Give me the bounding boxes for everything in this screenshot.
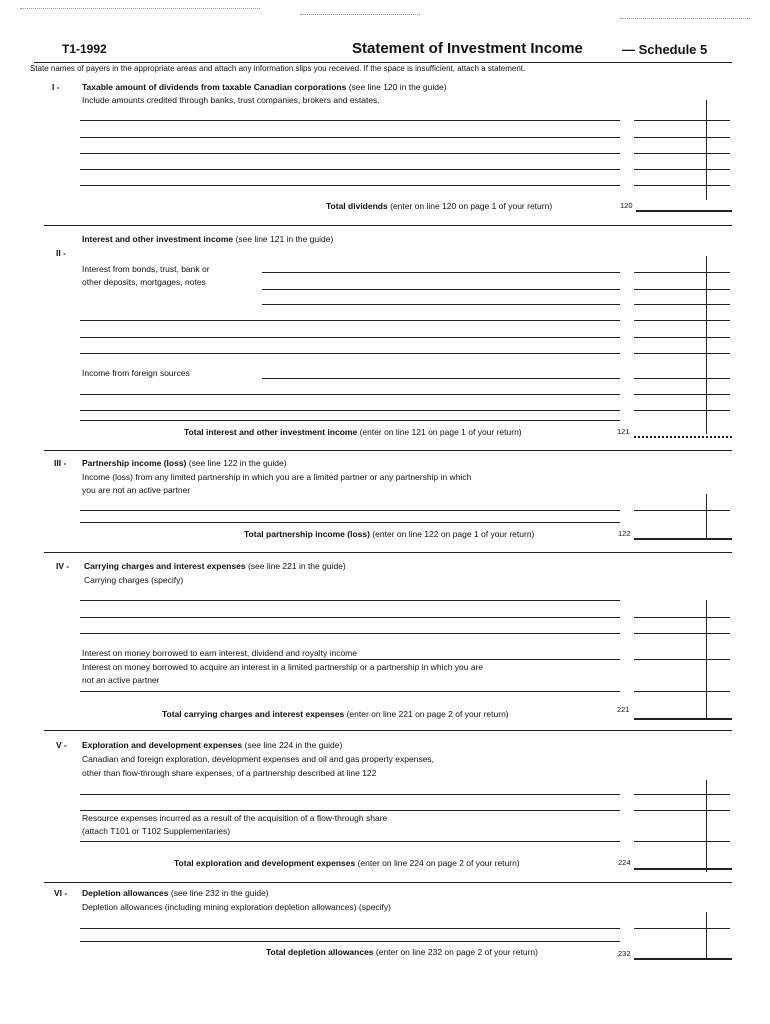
amount-line[interactable] bbox=[634, 137, 730, 138]
section-heading: Taxable amount of dividends from taxable Canadian corporations bbox=[82, 82, 347, 92]
page-title: Statement of Investment Income bbox=[352, 40, 583, 57]
scan-mark bbox=[620, 18, 750, 19]
entry-line[interactable] bbox=[80, 153, 620, 154]
section-subtext: Carrying charges (specify) bbox=[84, 575, 184, 585]
amount-line[interactable] bbox=[634, 810, 730, 811]
section-number: VI - bbox=[54, 888, 68, 898]
entry-line[interactable] bbox=[262, 272, 620, 273]
expense-item: Resource expenses incurred as a result of the acquisition of a flow-through share bbox=[82, 813, 388, 823]
entry-line[interactable] bbox=[80, 691, 620, 692]
amount-line[interactable] bbox=[634, 272, 730, 273]
cents-divider bbox=[706, 912, 707, 960]
amount-line[interactable] bbox=[634, 304, 730, 305]
entry-line[interactable] bbox=[80, 185, 620, 186]
section-heading-note: (see line 122 in the guide) bbox=[186, 458, 287, 468]
entry-line[interactable] bbox=[262, 289, 620, 290]
header-rule bbox=[34, 62, 732, 63]
entry-line[interactable] bbox=[80, 941, 620, 942]
entry-line[interactable] bbox=[80, 320, 620, 321]
entry-line[interactable] bbox=[80, 522, 620, 523]
line-code: 122 bbox=[618, 529, 631, 538]
amount-line[interactable] bbox=[634, 394, 730, 395]
amount-line[interactable] bbox=[634, 120, 730, 121]
section-divider bbox=[44, 730, 732, 731]
section-subtext: other deposits, mortgages, notes bbox=[82, 277, 206, 287]
entry-line[interactable] bbox=[80, 353, 620, 354]
section-heading-note: (see line 121 in the guide) bbox=[233, 234, 334, 244]
section-heading-note: (see line 221 in the guide) bbox=[245, 561, 346, 571]
line-code: 224 bbox=[618, 858, 631, 867]
entry-line[interactable] bbox=[80, 928, 620, 929]
amount-line[interactable] bbox=[634, 633, 730, 634]
form-id: T1-1992 bbox=[62, 42, 107, 56]
entry-line[interactable] bbox=[80, 794, 620, 795]
entry-line[interactable] bbox=[80, 659, 620, 660]
section-number: III - bbox=[54, 458, 67, 468]
total-note: (enter on line 120 on page 1 of your return) bbox=[387, 201, 553, 211]
line-code: 121 bbox=[617, 427, 630, 436]
entry-line[interactable] bbox=[80, 394, 620, 395]
section-divider bbox=[44, 882, 732, 883]
expense-item: (attach T101 or T102 Supplementaries) bbox=[82, 826, 231, 836]
section-divider bbox=[44, 552, 732, 553]
section-number: I - bbox=[52, 82, 60, 92]
amount-line[interactable] bbox=[634, 691, 730, 692]
schedule-label: — Schedule 5 bbox=[622, 42, 708, 57]
section-subtext: Interest from bonds, trust, bank or bbox=[82, 264, 210, 274]
scan-mark bbox=[300, 14, 420, 15]
amount-line[interactable] bbox=[634, 928, 730, 929]
total-amount-field[interactable] bbox=[634, 868, 732, 870]
expense-item: Interest on money borrowed to earn interest, dividend and royalty income bbox=[82, 648, 357, 658]
section-subtext: Income from foreign sources bbox=[82, 368, 190, 378]
total-label: Total exploration and development expenses bbox=[174, 858, 356, 868]
section-subtext: Canadian and foreign exploration, development expenses and oil and gas property expenses, bbox=[82, 754, 435, 764]
cents-divider bbox=[706, 780, 707, 872]
total-amount-field[interactable] bbox=[634, 538, 732, 540]
entry-line[interactable] bbox=[80, 420, 620, 421]
entry-line[interactable] bbox=[80, 841, 620, 842]
total-label: Total partnership income (loss) bbox=[244, 529, 370, 539]
section-heading: Partnership income (loss) bbox=[82, 458, 187, 468]
section-subtext: you are not an active partner bbox=[82, 485, 191, 495]
total-label: Total dividends bbox=[326, 201, 388, 211]
total-note: (enter on line 121 on page 1 of your return) bbox=[357, 427, 522, 437]
cents-divider bbox=[706, 100, 707, 200]
total-amount-field[interactable] bbox=[636, 210, 732, 212]
amount-line[interactable] bbox=[634, 169, 730, 170]
entry-line[interactable] bbox=[80, 120, 620, 121]
section-subtext: other than flow-through share expenses, of a partnership described at line 122 bbox=[82, 768, 377, 778]
amount-line[interactable] bbox=[634, 153, 730, 154]
total-note: (enter on line 122 on page 1 of your return) bbox=[369, 529, 535, 539]
section-heading-note: (see line 224 in the guide) bbox=[242, 740, 343, 750]
expense-item: not an active partner bbox=[82, 675, 160, 685]
total-label: Total interest and other investment income bbox=[184, 427, 358, 437]
entry-line[interactable] bbox=[80, 137, 620, 138]
entry-line[interactable] bbox=[80, 410, 620, 411]
total-label: Total depletion allowances bbox=[266, 947, 374, 957]
total-note: (enter on line 221 on page 2 of your return) bbox=[344, 709, 509, 719]
amount-line[interactable] bbox=[634, 617, 730, 618]
entry-line[interactable] bbox=[80, 617, 620, 618]
amount-line[interactable] bbox=[634, 659, 730, 660]
section-heading: Carrying charges and interest expenses bbox=[84, 561, 246, 571]
entry-line[interactable] bbox=[80, 337, 620, 338]
section-heading: Exploration and development expenses bbox=[82, 740, 243, 750]
entry-line[interactable] bbox=[262, 378, 620, 379]
amount-line[interactable] bbox=[634, 320, 730, 321]
total-amount-field[interactable] bbox=[634, 436, 732, 438]
entry-line[interactable] bbox=[80, 169, 620, 170]
section-number: IV - bbox=[56, 561, 70, 571]
instructions: State names of payers in the appropriate areas and attach any information slips you received. If the space is insufficient, attach a statement. bbox=[30, 64, 526, 73]
section-heading-note: (see line 120 in the guide) bbox=[346, 82, 447, 92]
expense-item: Interest on money borrowed to acquire an interest in a limited partnership or a partnership in which you are bbox=[82, 662, 484, 672]
amount-line[interactable] bbox=[634, 794, 730, 795]
amount-line[interactable] bbox=[634, 289, 730, 290]
total-note: (enter on line 232 on page 2 of your return) bbox=[373, 947, 538, 957]
section-subtext: Depletion allowances (including mining exploration depletion allowances) (specify) bbox=[82, 902, 392, 912]
line-code: 232 bbox=[618, 949, 631, 958]
total-label: Total carrying charges and interest expenses bbox=[162, 709, 345, 719]
line-code: 221 bbox=[617, 705, 630, 714]
line-code: 120 bbox=[620, 201, 633, 210]
cents-divider bbox=[706, 494, 707, 538]
entry-line[interactable] bbox=[80, 510, 620, 511]
section-subtext: Include amounts credited through banks, trust companies, brokers and estates. bbox=[82, 95, 380, 105]
section-number: II - bbox=[56, 248, 66, 258]
amount-line[interactable] bbox=[634, 510, 730, 511]
amount-line[interactable] bbox=[634, 841, 730, 842]
amount-line[interactable] bbox=[634, 353, 730, 354]
amount-line[interactable] bbox=[634, 410, 730, 411]
section-heading: Interest and other investment income bbox=[82, 234, 234, 244]
cents-divider bbox=[706, 600, 707, 720]
entry-line[interactable] bbox=[80, 600, 620, 601]
entry-line[interactable] bbox=[80, 810, 620, 811]
section-divider bbox=[44, 225, 732, 226]
entry-line[interactable] bbox=[262, 304, 620, 305]
total-amount-field[interactable] bbox=[634, 958, 732, 960]
total-amount-field[interactable] bbox=[634, 718, 732, 720]
section-heading: Depletion allowances bbox=[82, 888, 169, 898]
amount-line[interactable] bbox=[634, 378, 730, 379]
cents-divider bbox=[706, 256, 707, 434]
amount-line[interactable] bbox=[634, 185, 730, 186]
section-heading-note: (see line 232 in the guide) bbox=[168, 888, 269, 898]
section-subtext: Income (loss) from any limited partnership in which you are a limited partner or any partnership in which bbox=[82, 472, 472, 482]
scan-mark bbox=[20, 8, 260, 9]
total-note: (enter on line 224 on page 2 of your return) bbox=[355, 858, 520, 868]
section-number: V - bbox=[56, 740, 67, 750]
entry-line[interactable] bbox=[80, 633, 620, 634]
amount-line[interactable] bbox=[634, 337, 730, 338]
section-divider bbox=[44, 450, 732, 451]
